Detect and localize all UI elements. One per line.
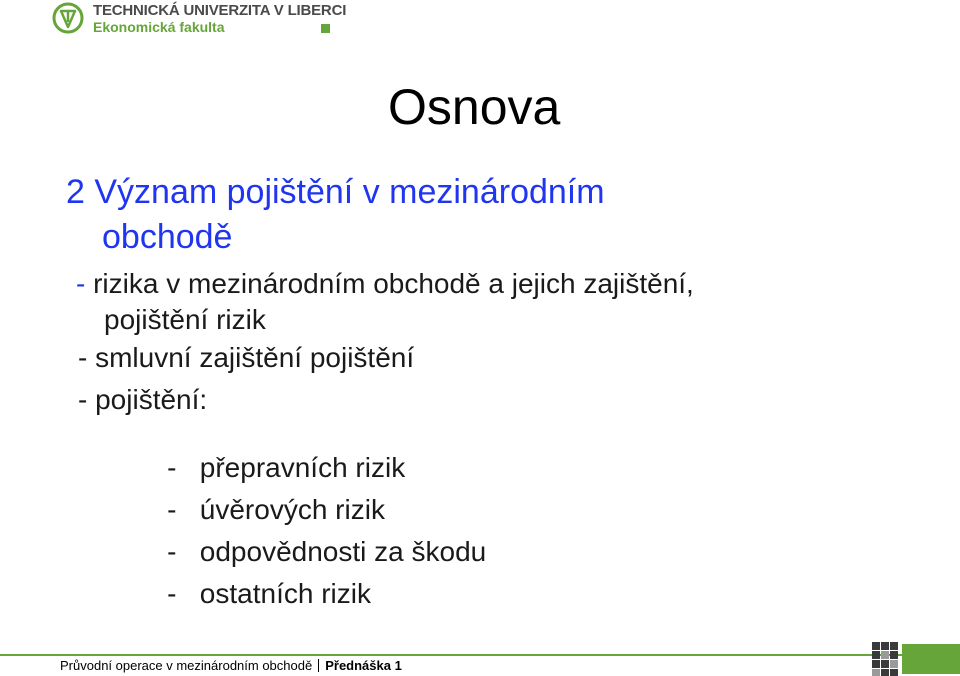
bullet-dash: - [76,268,94,299]
footer-separator [318,659,319,672]
university-logo [52,2,347,38]
logo-faculty-name: Ekonomická fakulta [93,19,225,35]
list-item-text: - odpovědnosti za škodu [167,536,487,567]
logo-university-name: TECHNICKÁ UNIVERZITA V LIBERCI [93,2,347,19]
footer-divider [0,654,960,656]
list-item-text: - ostatních rizik [167,578,371,609]
list-item-text: - smluvní zajištění pojištění [78,342,415,373]
footer-lecture-label: Přednáška 1 [325,658,402,673]
section-heading-line1: 2 Význam pojištění v mezinárodním [66,173,605,211]
footer-course-title: Průvodní operace v mezinárodním obchodě [60,658,313,673]
list-item-text: - úvěrových rizik [167,494,385,525]
list-item-text: pojištění rizik [104,304,266,335]
grid-pattern-icon [872,642,960,676]
list-item [76,270,694,298]
footer [60,659,402,672]
list-item-text: - pojištění: [78,384,208,415]
list-item-text: - přepravních rizik [167,452,406,483]
list-item [78,386,207,414]
list-item [78,344,414,372]
university-emblem-icon [52,2,84,34]
list-item [104,306,266,334]
logo-square-mark [321,24,330,33]
slide-title: Osnova [388,79,561,135]
list-item [136,552,371,636]
list-item-text: rizika v mezinárodním obchodě a jejich zajištění, [93,268,694,299]
section-heading-line2: obchodě [102,218,233,256]
section-heading [66,170,866,260]
